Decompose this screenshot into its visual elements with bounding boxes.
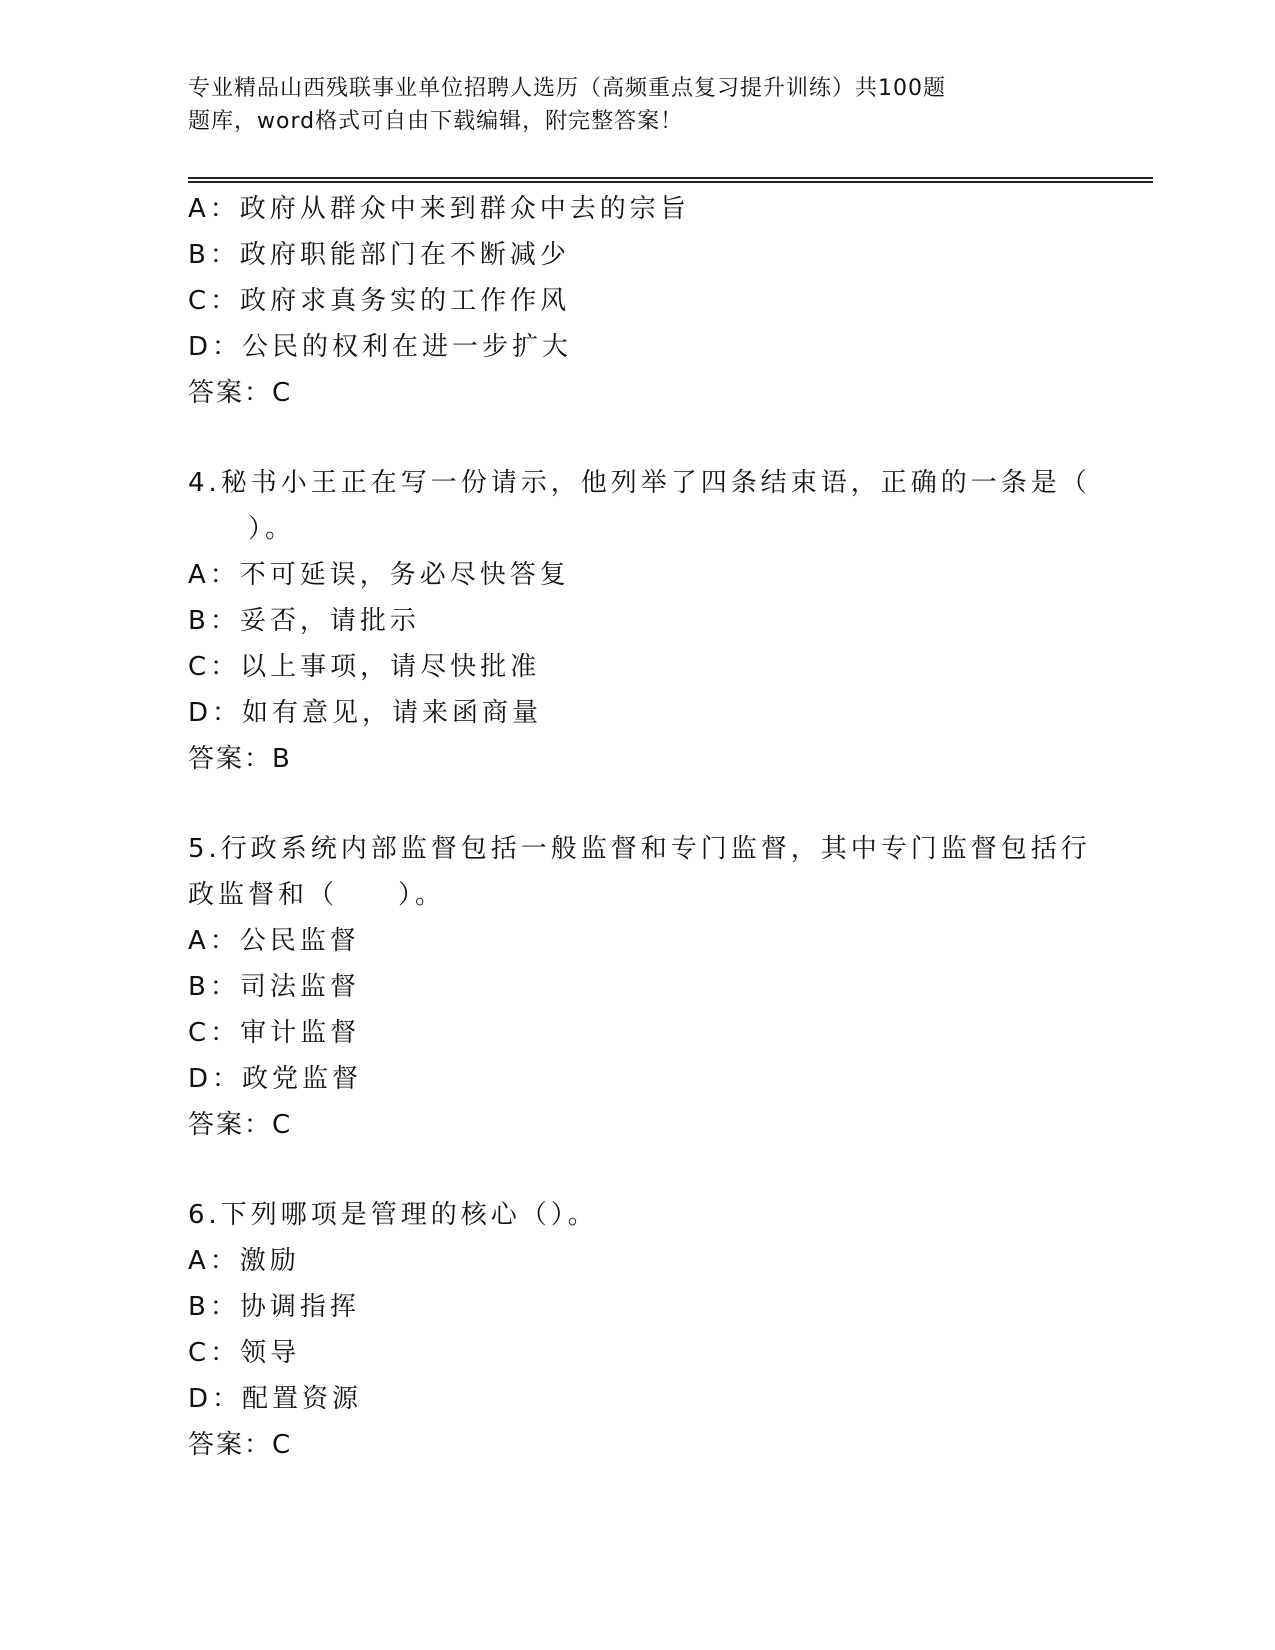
header-title-line-2: 题库，word格式可自由下载编辑，附完整答案！ bbox=[188, 109, 684, 134]
option-b: B：司法监督 bbox=[188, 972, 360, 1002]
option-b: B：协调指挥 bbox=[188, 1292, 360, 1322]
option-d: D：配置资源 bbox=[188, 1384, 363, 1414]
option-c: C：以上事项，请尽快批准 bbox=[188, 652, 541, 682]
option-a: A：不可延误，务必尽快答复 bbox=[188, 560, 570, 590]
question-stem: 6.下列哪项是管理的核心（）。 bbox=[188, 1200, 598, 1230]
answer-line: 答案：B bbox=[188, 744, 292, 774]
option-d: D：如有意见，请来函商量 bbox=[188, 698, 543, 728]
question-list bbox=[188, 186, 1091, 1468]
question-stem-line-2: 政监督和（ ）。 bbox=[188, 880, 446, 910]
option-b: B：政府职能部门在不断减少 bbox=[188, 240, 570, 270]
answer-line: 答案：C bbox=[188, 1110, 293, 1140]
question-stem-line-1: 5.行政系统内部监督包括一般监督和专门监督，其中专门监督包括行 bbox=[188, 834, 1091, 864]
option-c: C：审计监督 bbox=[188, 1018, 361, 1048]
option-a: A：公民监督 bbox=[188, 926, 360, 956]
option-d: D：公民的权利在进一步扩大 bbox=[188, 332, 573, 362]
answer-line: 答案：C bbox=[188, 1430, 293, 1460]
option-b: B：妥否，请批示 bbox=[188, 606, 420, 636]
question-4 bbox=[188, 460, 1091, 782]
question-spacer bbox=[188, 416, 1068, 460]
question-6 bbox=[188, 1192, 1068, 1468]
header-divider-bottom bbox=[188, 181, 1153, 183]
header-divider-top bbox=[188, 177, 1153, 179]
option-a: A：政府从群众中来到群众中去的宗旨 bbox=[188, 194, 690, 224]
question-5 bbox=[188, 826, 1091, 1148]
document-header bbox=[188, 72, 1028, 138]
question-3 bbox=[188, 186, 1068, 416]
answer-line: 答案：C bbox=[188, 378, 293, 408]
question-stem-line-1: 4.秘书小王正在写一份请示，他列举了四条结束语，正确的一条是（ bbox=[188, 468, 1091, 498]
option-c: C：政府求真务实的工作作风 bbox=[188, 286, 571, 316]
option-c: C：领导 bbox=[188, 1338, 301, 1368]
question-spacer bbox=[188, 782, 1068, 826]
option-a: A：激励 bbox=[188, 1246, 300, 1276]
option-d: D：政党监督 bbox=[188, 1064, 363, 1094]
header-title-line-1: 专业精品山西残联事业单位招聘人选历（高频重点复习提升训练）共100题 bbox=[188, 76, 946, 101]
question-stem-line-2: ）。 bbox=[188, 514, 296, 544]
question-spacer bbox=[188, 1148, 1068, 1192]
